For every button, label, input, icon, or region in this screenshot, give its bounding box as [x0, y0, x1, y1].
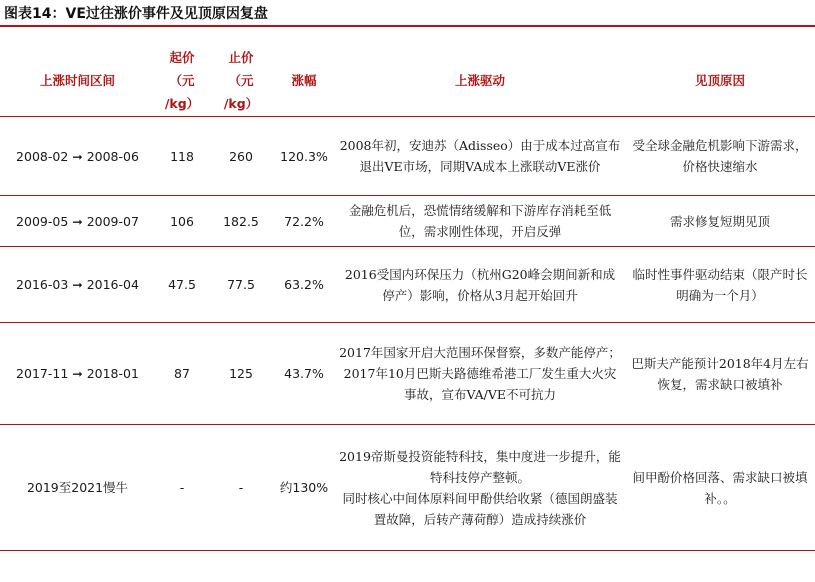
- driver-text: 2017年国家开启大范围环保督察，多数产能停产；: [339, 345, 621, 360]
- driver-text: 2008年初，安迪苏（Adisseo）由于成本过高宣布退出VE市场，同期VA成本上涨联动VE涨价: [339, 138, 621, 174]
- header-period: 上涨时间区间: [0, 44, 155, 117]
- cell-period: 2008-02 ➞ 2008-06: [0, 117, 155, 196]
- header-end-price-line: /kg）: [223, 95, 259, 111]
- cell-start-price: -: [155, 425, 209, 551]
- cell-period: 2009-05 ➞ 2009-07: [0, 196, 155, 247]
- cell-end-price: 260: [209, 117, 273, 196]
- ve-price-history-table: [0, 44, 815, 551]
- title-rule: [0, 25, 815, 27]
- header-start-price-line: 起价: [169, 49, 195, 65]
- driver-text: 2019帝斯曼投资能特科技，集中度进一步提升，能特科技停产整顿。: [339, 448, 621, 485]
- cell-start-price: 47.5: [155, 247, 209, 323]
- cell-period: 2016-03 ➞ 2016-04: [0, 247, 155, 323]
- cell-period: 2017-11 ➞ 2018-01: [0, 323, 155, 425]
- table-row: [0, 323, 815, 425]
- header-end-price: [209, 44, 273, 117]
- cell-end-price: -: [209, 425, 273, 551]
- cell-change: 约130%: [273, 425, 335, 551]
- header-row: [0, 44, 815, 117]
- table-row: [0, 196, 815, 247]
- driver-text: 2016受国内环保压力（杭州G20峰会期间新和成停产）影响，价格从3月起开始回升: [344, 266, 616, 303]
- cell-change: 63.2%: [273, 247, 335, 323]
- cell-change: 72.2%: [273, 196, 335, 247]
- cell-period: 2019至2021慢牛: [0, 425, 155, 551]
- driver-text: 同时核心中间体原料间甲酚供给收紧（德国朗盛装置故障，后转产薄荷醇）造成持续涨价: [342, 490, 618, 527]
- header-start-price-line: /kg）: [164, 95, 200, 111]
- cell-drivers: [335, 323, 625, 425]
- cell-change: 43.7%: [273, 323, 335, 425]
- header-drivers: 上涨驱动: [335, 44, 625, 117]
- cell-peak-reason: 临时性事件驱动结束（限产时长明确为一个月）: [625, 247, 815, 323]
- figure-title: 图表14：VE过往涨价事件及见顶原因复盘: [4, 6, 268, 22]
- header-end-price-line: （元: [228, 72, 254, 88]
- header-change: 涨幅: [273, 44, 335, 117]
- cell-change: 120.3%: [273, 117, 335, 196]
- driver-text: 金融危机后，恐慌情绪缓解和下游库存消耗至低位，需求刚性体现，开启反弹: [348, 203, 612, 239]
- cell-peak-reason: 巴斯夫产能预计2018年4月左右恢复，需求缺口被填补: [625, 323, 815, 425]
- header-end-price-line: 止价: [228, 49, 254, 65]
- cell-end-price: 77.5: [209, 247, 273, 323]
- cell-end-price: 125: [209, 323, 273, 425]
- table-row: [0, 247, 815, 323]
- driver-text: 2017年10月巴斯夫路德维希港工厂发生重大火灾事故，宣布VA/VE不可抗力: [343, 366, 617, 402]
- cell-peak-reason: 需求修复短期见顶: [625, 196, 815, 247]
- cell-start-price: 87: [155, 323, 209, 425]
- cell-drivers: [335, 425, 625, 551]
- cell-peak-reason: 间甲酚价格回落、需求缺口被填补。。: [625, 425, 815, 551]
- cell-peak-reason: 受全球金融危机影响下游需求，价格快速缩水: [625, 117, 815, 196]
- cell-drivers: [335, 247, 625, 323]
- header-start-price-line: （元: [169, 72, 195, 88]
- cell-drivers: [335, 117, 625, 196]
- table-row: [0, 425, 815, 551]
- cell-start-price: 106: [155, 196, 209, 247]
- header-peak-reason: 见顶原因: [625, 44, 815, 117]
- cell-start-price: 118: [155, 117, 209, 196]
- cell-drivers: [335, 196, 625, 247]
- header-start-price: [155, 44, 209, 117]
- table-row: [0, 117, 815, 196]
- cell-end-price: 182.5: [209, 196, 273, 247]
